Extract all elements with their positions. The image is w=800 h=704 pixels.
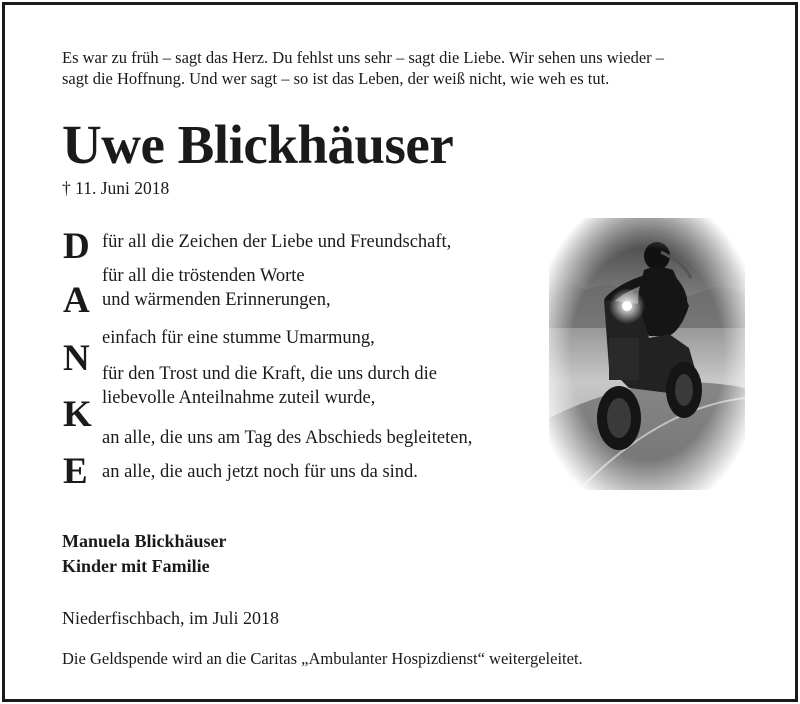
intro-line-1: Es war zu früh – sagt das Herz. Du fehlst uns sehr – sagt die Liebe. Wir sehen uns wieder – — [62, 48, 665, 67]
signer-family: Kinder mit Familie — [62, 556, 210, 576]
danke-line: liebevolle Anteilnahme zuteil wurde, — [102, 388, 376, 408]
death-date: † 11. Juni 2018 — [62, 178, 170, 198]
signer-name: Manuela Blickhäuser — [62, 531, 227, 551]
danke-line: für all die Zeichen der Liebe und Freundschaft, — [102, 232, 452, 252]
danke-line: einfach für eine stumme Umarmung, — [102, 328, 375, 348]
danke-line: an alle, die uns am Tag des Abschieds begleiteten, — [102, 428, 473, 448]
motorcycle-rider-photo — [549, 218, 745, 490]
danke-letter-a: A — [63, 280, 90, 321]
intro-line-2: sagt die Hoffnung. Und wer sagt – so ist das Leben, der weiß nicht, wie weh es tut. — [62, 69, 610, 88]
danke-line: für den Trost und die Kraft, die uns durch die — [102, 364, 438, 384]
danke-letter-n: N — [63, 338, 90, 379]
danke-line: für all die tröstenden Worte — [102, 266, 305, 286]
place-date: Niederfischbach, im Juli 2018 — [62, 608, 279, 628]
danke-line: an alle, die auch jetzt noch für uns da sind. — [102, 462, 418, 482]
donation-note: Die Geldspende wird an die Caritas „Ambulanter Hospizdienst“ weitergeleitet. — [62, 649, 583, 668]
danke-letter-e: E — [63, 451, 88, 492]
obituary-notice — [2, 2, 798, 702]
danke-line: und wärmenden Erinnerungen, — [102, 290, 331, 310]
danke-letter-k: K — [63, 394, 92, 435]
danke-letter-d: D — [63, 226, 90, 267]
deceased-name: Uwe Blickhäuser — [62, 114, 454, 175]
